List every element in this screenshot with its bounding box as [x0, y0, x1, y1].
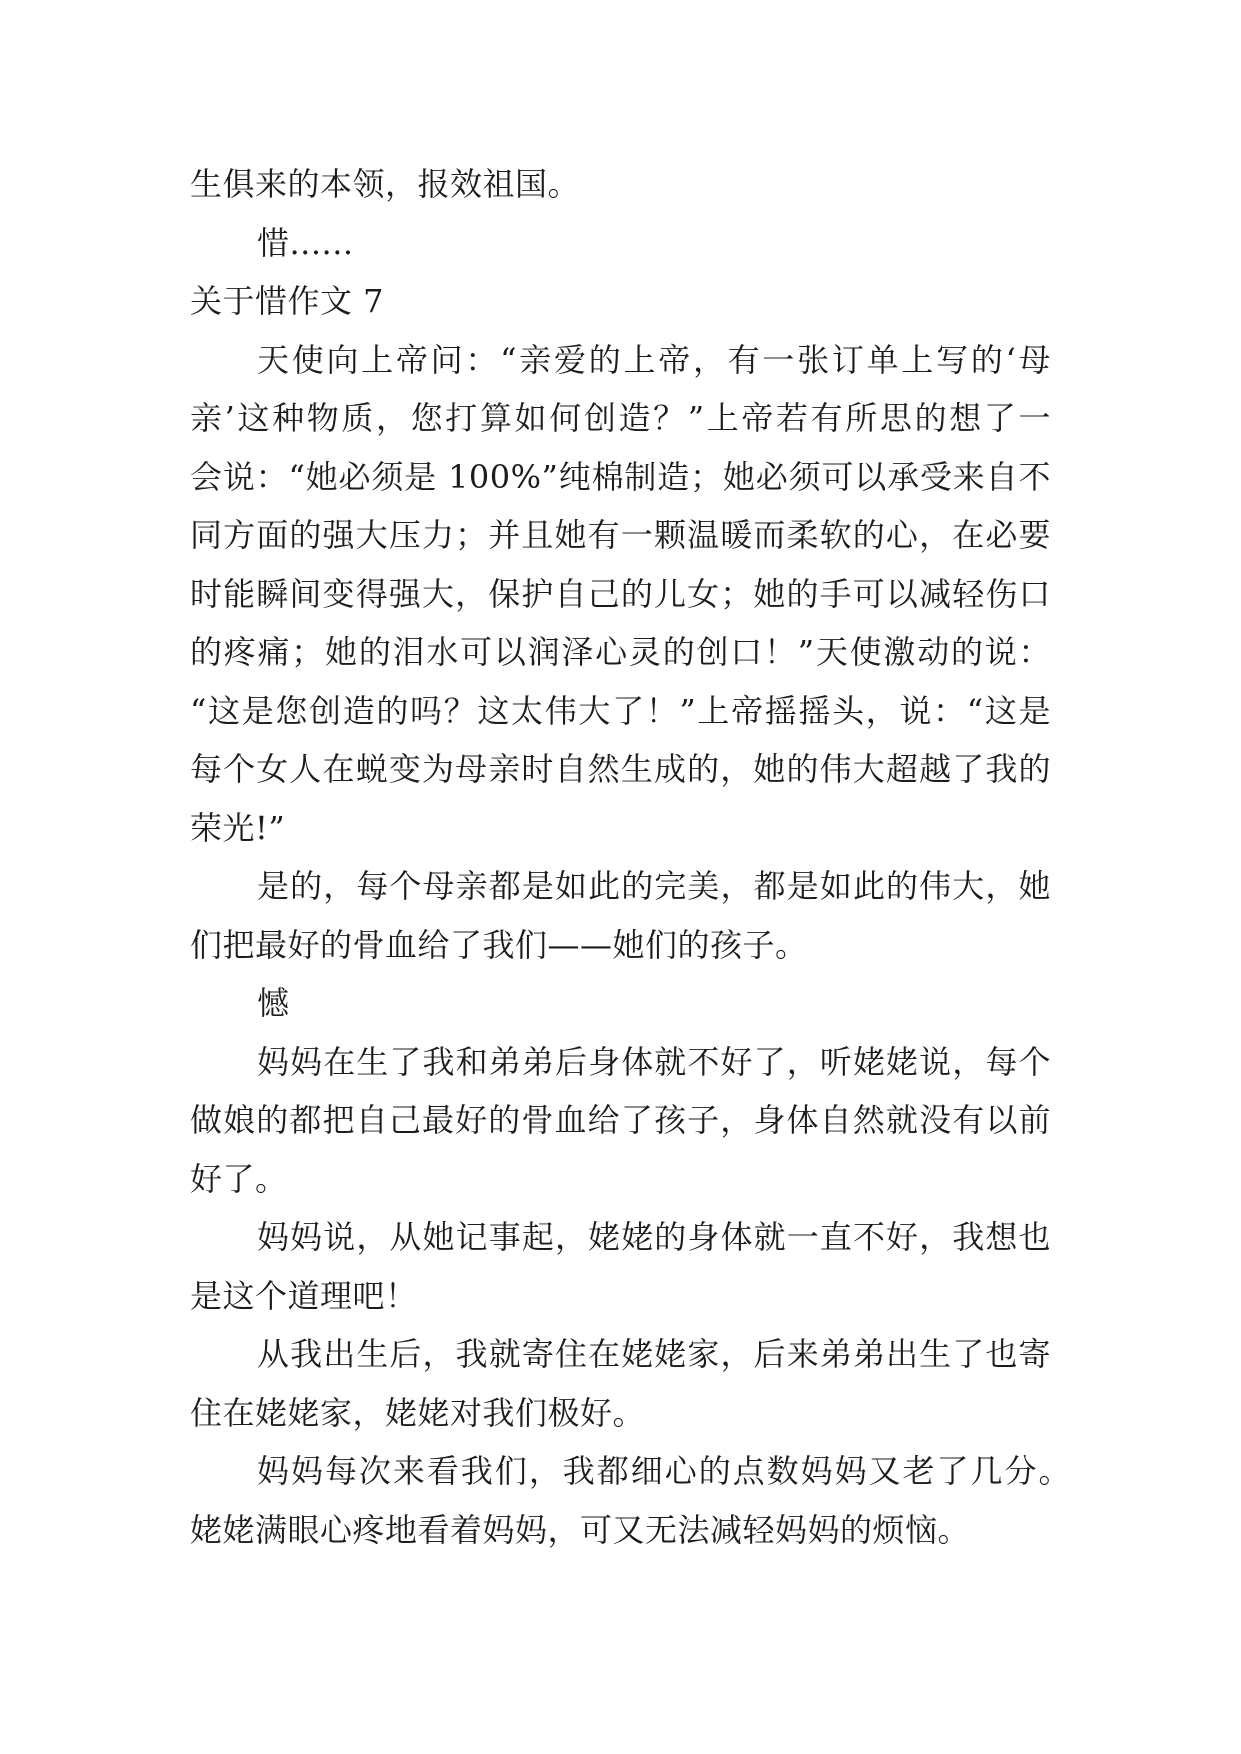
- text-line: 荣光!”: [190, 808, 286, 847]
- paragraph: [190, 974, 1051, 1033]
- text-line: 好了。: [190, 1159, 288, 1198]
- text-line: 亲’这种物质，您打算如何创造？”上帝若有所思的想了一: [190, 399, 1051, 437]
- paragraph: [190, 1325, 1051, 1442]
- text-line: 从我出生后，我就寄住在姥姥家，后来弟弟出生了也寄: [257, 1335, 1051, 1373]
- text-line: 妈妈每次来看我们，我都细心的点数妈妈又老了几分。: [257, 1452, 1071, 1490]
- text-line: 是的，每个母亲都是如此的完美，都是如此的伟大，她: [257, 867, 1051, 905]
- text-line: 妈妈在生了我和弟弟后身体就不好了，听姥姥说，每个: [257, 1042, 1051, 1081]
- text-line: 会说：“她必须是 100%”纯棉制造；她必须可以承受来自不: [190, 457, 1051, 496]
- section-heading: [190, 272, 1051, 331]
- paragraph: [190, 857, 1051, 974]
- text-line: 们把最好的骨血给了我们——她们的孩子。: [190, 925, 808, 964]
- text-line: “这是您创造的吗？这太伟大了！”上帝摇摇头，说：“这是: [190, 691, 1051, 730]
- heading-text: 关于惜作文 7: [190, 282, 385, 320]
- paragraph: [190, 1033, 1051, 1209]
- text-line: 住在姥姥家，姥姥对我们极好。: [190, 1393, 646, 1432]
- paragraph: [190, 155, 1051, 214]
- text-line: 天使向上帝问：“亲爱的上帝，有一张订单上写的‘母: [257, 340, 1051, 379]
- paragraph: [190, 1442, 1071, 1559]
- document-body: [190, 155, 1071, 1559]
- paragraph: [190, 214, 1051, 273]
- paragraph: [190, 331, 1051, 858]
- text-line: 每个女人在蜕变为母亲时自然生成的，她的伟大超越了我的: [190, 750, 1051, 788]
- text-line: 姥姥满眼心疼地看着妈妈，可又无法减轻妈妈的烦恼。: [190, 1510, 971, 1549]
- text-line: 同方面的强大压力；并且她有一颗温暖而柔软的心，在必要: [190, 516, 1051, 554]
- text-line: 时能瞬间变得强大，保护自己的儿女；她的手可以减轻伤口: [190, 574, 1051, 613]
- text-line: 的疼痛；她的泪水可以润泽心灵的创口！”天使激动的说：: [190, 633, 1051, 671]
- text-line: 做娘的都把自己最好的骨血给了孩子，身体自然就没有以前: [190, 1101, 1051, 1139]
- text-line: 妈妈说，从她记事起，姥姥的身体就一直不好，我想也: [257, 1218, 1051, 1256]
- text-line: 生俱来的本领，报效祖国。: [190, 165, 581, 203]
- paragraph: [190, 1208, 1051, 1325]
- text-line: 惜......: [257, 223, 354, 262]
- text-line: 是这个道理吧！: [190, 1276, 418, 1315]
- text-line: 憾: [257, 984, 290, 1022]
